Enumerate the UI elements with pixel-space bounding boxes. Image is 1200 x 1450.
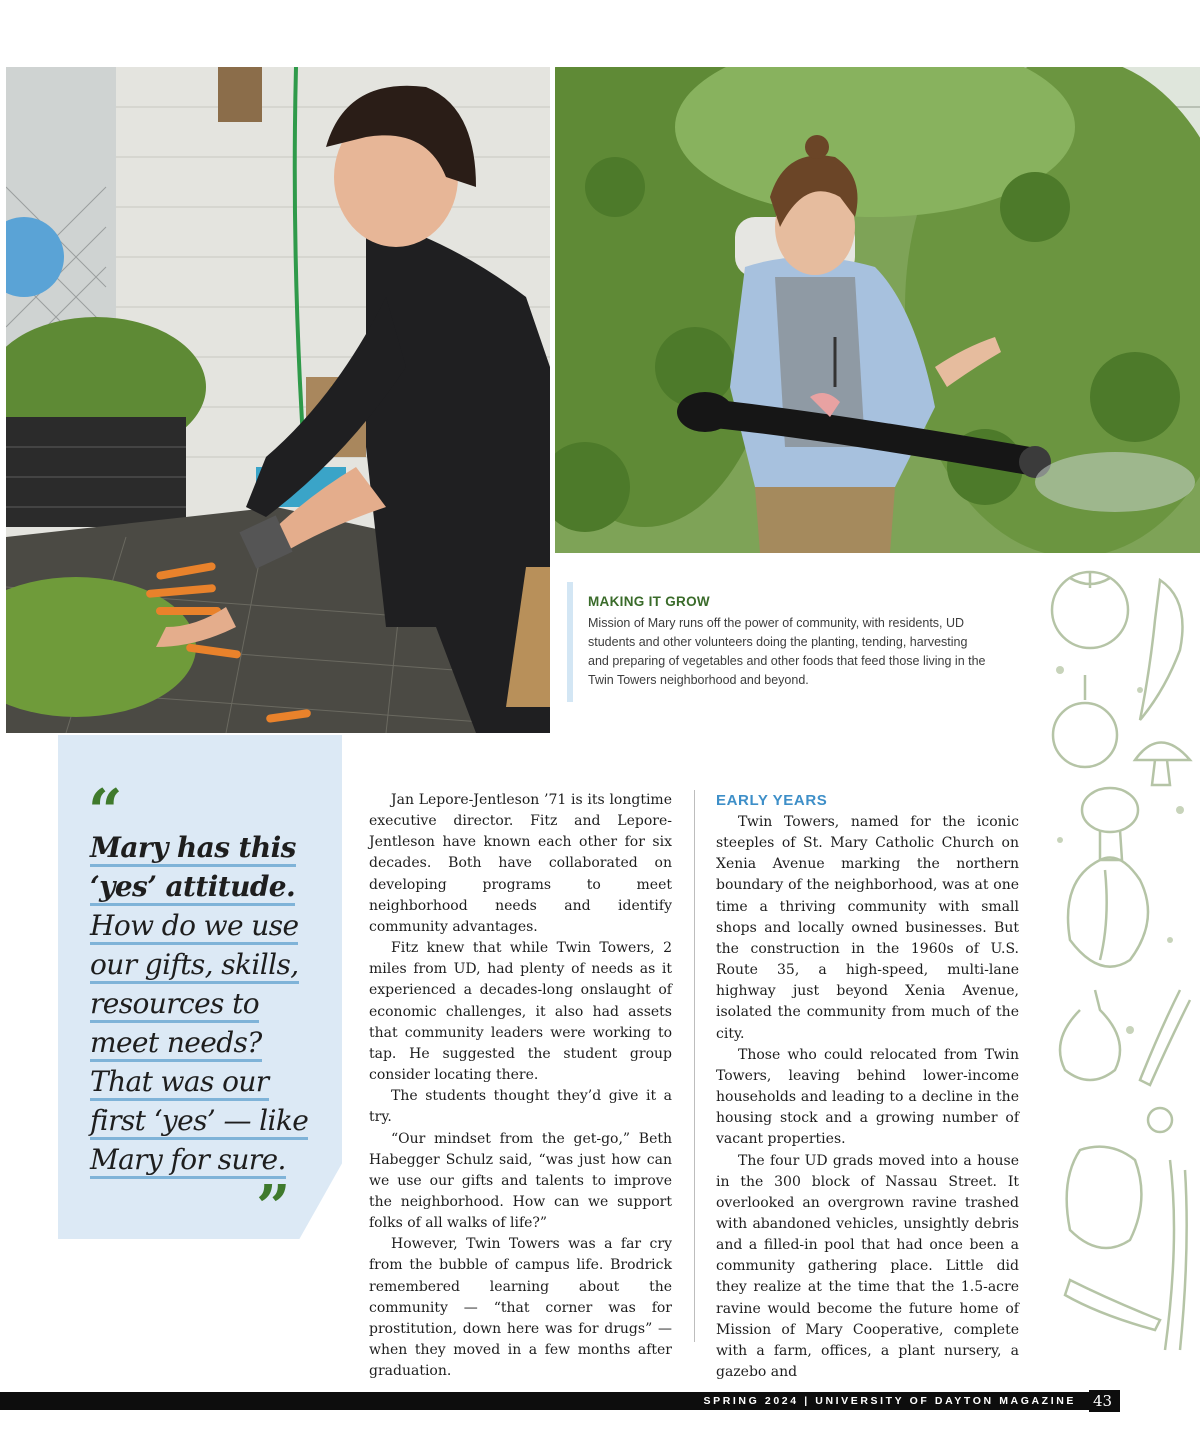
pull-quote-line: first ‘yes’ — like <box>90 1104 308 1140</box>
body-paragraph: “Our mindset from the get-go,” Beth Habegger Schulz said, “was just how can we use our gifts and talents to improve the neighborhood. How can we support folks of all walks of life?” <box>369 1130 672 1232</box>
body-paragraph: Fitz knew that while Twin Towers, 2 miles from UD, had plenty of needs as it experienced a decades-long onslaught of economic challenges, it also had assets that community leaders were working to tap. He suggested the student group consider locating there. <box>369 940 672 1084</box>
body-column-right <box>716 790 1019 1383</box>
carrot-icon <box>1140 990 1190 1085</box>
footer-issue: SPRING 2024 <box>703 1395 799 1407</box>
close-quote-icon: ” <box>256 1173 291 1243</box>
body-paragraph: However, Twin Towers was a far cry from the bubble of campus life. Brodrick remembered learning about the community — “that corner was for prostitution, down here was for drugs” — when they moved in a few months after graduation. <box>369 1236 672 1380</box>
footer-separator: | <box>804 1395 810 1407</box>
pull-quote-line: That was our <box>90 1065 269 1101</box>
caption-title: MAKING IT GROW <box>588 594 710 609</box>
open-quote-icon: “ <box>88 777 123 847</box>
caption-line: Twin Towers neighborhood and beyond. <box>588 673 809 687</box>
pull-quote-line: Mary for sure. <box>90 1143 286 1179</box>
mushroom-icon <box>1082 788 1138 860</box>
lettuce-icon <box>1068 858 1148 967</box>
pull-quote <box>90 828 320 1179</box>
pull-quote-line: our gifts, skills, <box>90 948 299 984</box>
pull-quote-line: ‘yes’ attitude. <box>90 870 295 906</box>
pepper-icon <box>1140 580 1183 720</box>
body-paragraph: The students thought they’d give it a try. <box>369 1088 672 1126</box>
photo-man-washing-carrots <box>6 67 550 733</box>
caption-line: students and other volunteers doing the planting, tending, harvesting <box>588 635 968 649</box>
leek-icon <box>1165 1160 1187 1350</box>
pull-quote-line: How do we use <box>90 909 298 945</box>
vegetable-sketch-decoration <box>1040 560 1200 1360</box>
page-number: 43 <box>1089 1390 1120 1412</box>
pull-quote-line: resources to <box>90 987 259 1023</box>
photo-right-illustration <box>555 67 1200 553</box>
tomato-icon <box>1052 572 1128 648</box>
caption-body <box>588 614 1018 690</box>
caption-line: and preparing of vegetables and other foods that feed those living in the <box>588 654 986 668</box>
carrot-icon <box>1065 1280 1160 1330</box>
caption-line: Mission of Mary runs off the power of community, with residents, UD <box>588 616 965 630</box>
body-paragraph: The four UD grads moved into a house in the 300 block of Nassau Street. It overlooked an overgrown ravine trashed with abandoned vehicles, unsightly debris and a filled-in pool that had once been a community gathering place. Little did they realize at the time that the 1.5-acre ravine would become the future home of Mission of Mary Cooperative, complete with a farm, offices, a plant nursery, a gazebo and <box>716 1152 1019 1381</box>
body-paragraph: Jan Lepore-Jentleson ’71 is its longtime executive director. Fitz and Lepore-Jentleson have known each other for six decades. Both have collaborated on developing programs to meet neighborhood needs and identify community advantages. <box>369 792 672 935</box>
photo-woman-spraying-plants <box>555 67 1200 553</box>
body-paragraph: Twin Towers, named for the iconic steeples of St. Mary Catholic Church on Xenia Avenue marking the northern boundary of the neighborhood, was at one time a thriving community with small shops and locally owned businesses. But the construction in the 1960s of U.S. Route 35, a high-speed, multi-lane highway just beyond Xenia Avenue, isolated the community from much of the city. <box>716 814 1019 1042</box>
section-heading: EARLY YEARS <box>716 792 828 809</box>
footer-publication-line <box>704 1392 1076 1410</box>
pull-quote-line: Mary has this <box>90 831 296 867</box>
pea-icon <box>1148 1108 1172 1132</box>
mushroom-icon <box>1135 743 1190 786</box>
bell-pepper-icon <box>1067 1147 1142 1248</box>
body-paragraph: Those who could relocated from Twin Towers, leaving behind lower-income households and leading to a decline in the housing stock and a growing number of vacant properties. <box>716 1046 1019 1148</box>
photo-left-illustration <box>6 67 550 733</box>
onion-icon <box>1053 675 1117 767</box>
column-divider <box>694 790 695 1342</box>
body-column-middle <box>369 790 672 1382</box>
caption-accent-bar <box>567 582 573 702</box>
pull-quote-line: meet needs? <box>90 1026 262 1062</box>
footer-publication: UNIVERSITY OF DAYTON MAGAZINE <box>815 1395 1076 1407</box>
photo-caption <box>588 594 1018 690</box>
garlic-icon <box>1060 990 1120 1080</box>
